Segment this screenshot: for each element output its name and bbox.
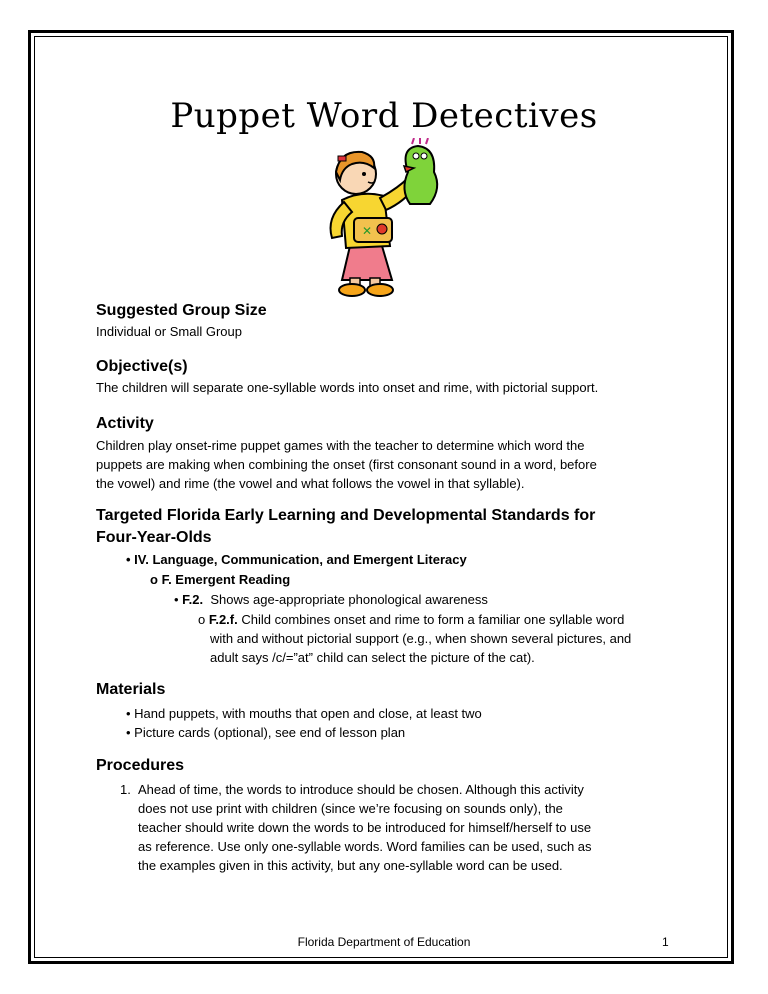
page-title: Puppet Word Detectives <box>170 96 598 136</box>
bullet-circle: o <box>150 572 162 587</box>
standards-heading: Targeted Florida Early Learning and Developmental Standards for Four-Year-Olds <box>96 507 596 546</box>
activity-text: Children play onset-rime puppet games with the teacher to determine which word the puppets are making when combining the onset (first consonant sound in a word, before the vowel) and rime (the vowel and what follows the vowel in that syllable). <box>96 438 597 491</box>
bullet-circle: o <box>198 612 209 627</box>
standard-level3: • F.2. Shows age-appropriate phonological awareness <box>174 592 488 607</box>
objective-text: The children will separate one-syllable words into onset and rime, with pictorial support. <box>96 380 599 395</box>
objective-heading: Objective(s) <box>96 358 188 375</box>
svg-text:✕: ✕ <box>362 224 373 238</box>
group-size-heading: Suggested Group Size <box>96 302 267 319</box>
group-size-text: Individual or Small Group <box>96 324 242 339</box>
materials-heading: Materials <box>96 681 166 698</box>
standard-level4: o F.2.f. Child combines onset and rime to form a familiar one syllable word with and without pictorial support (e.g., when shown several pictures, and adult says /c/=”at” child can select the picture of the cat). <box>198 612 632 665</box>
procedure-step-number: 1. <box>120 782 131 797</box>
standard-level1: • IV. Language, Communication, and Emergent Literacy <box>126 552 467 567</box>
standard-level2: o F. Emergent Reading <box>150 572 291 587</box>
page-number: 1 <box>662 935 669 949</box>
activity-heading: Activity <box>96 415 154 432</box>
girl-with-hand-puppet-clipart <box>312 138 452 298</box>
bullet-dot: • <box>126 552 135 567</box>
materials-item: • Picture cards (optional), see end of lesson plan <box>126 725 406 740</box>
procedures-heading: Procedures <box>96 757 185 774</box>
bullet-dot: • <box>174 592 183 607</box>
footer-text: Florida Department of Education <box>297 935 471 949</box>
materials-item: • Hand puppets, with mouths that open and close, at least two <box>126 706 482 721</box>
procedure-step-text: Ahead of time, the words to introduce should be chosen. Although this activity does not use print with children (since we’re focusing on sounds only), the teacher should write down the words to be introduced for himself/herself to use as reference. Use only one-syllable words. Word families can be used, such as the examples given in this activity, but any one-syllable word can be used. <box>138 782 592 873</box>
bullet-dot: • <box>126 706 135 721</box>
bullet-dot: • <box>126 725 135 740</box>
